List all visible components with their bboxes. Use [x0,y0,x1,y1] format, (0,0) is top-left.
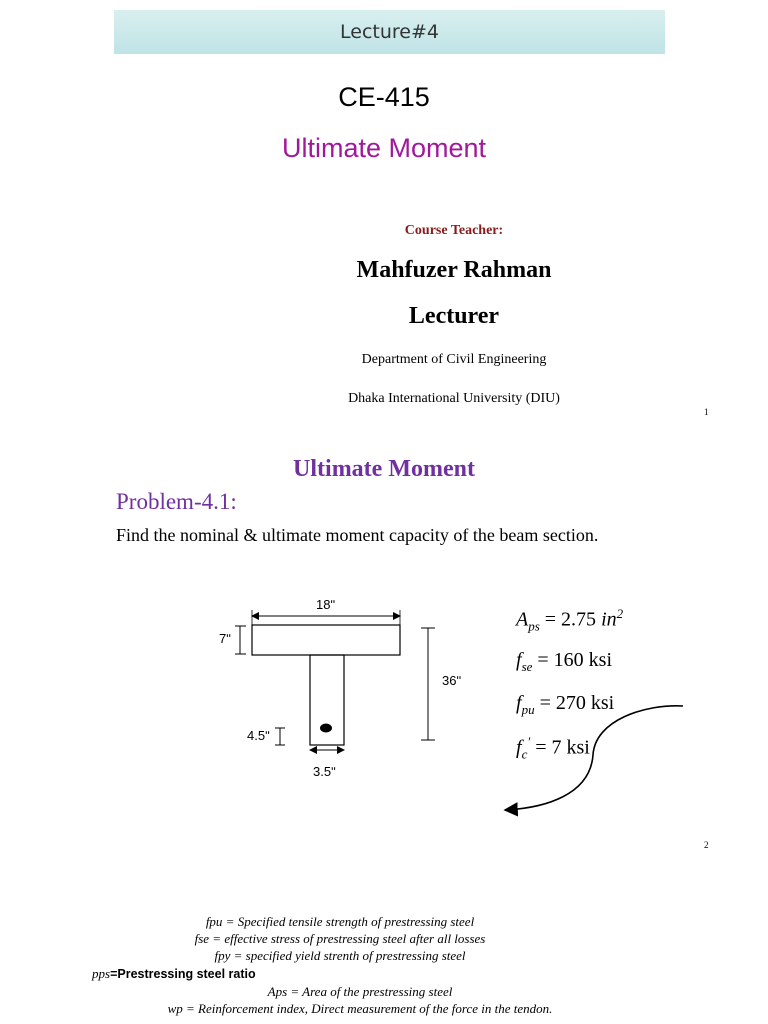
dim-tendon-offset: 4.5ʺ [247,728,270,743]
page-number-2: 2 [704,840,709,850]
teacher-role: Lecturer [408,303,500,329]
note-wp: wp = Reinforcement index, Direct measurement of the force in the tendon. [167,1001,553,1016]
note-pps [92,966,256,982]
given-fpu: $f_{pu} = 270$ ksi [516,692,615,717]
given-fse: $f_{se} = 160$ ksi [516,649,613,674]
note-fse: fse = effective stress of prestressing steel after all losses [194,931,486,946]
banner-title: Lecture#4 [340,21,439,43]
prestressing-tendon [320,724,332,733]
dim-total-depth: 36ʺ [442,673,462,688]
slide-title: Ultimate Moment [281,133,487,163]
dim-flange-width: 18ʺ [316,597,336,612]
problem-instruction: Find the nominal & ultimate moment capacity of the beam section. [116,525,599,545]
given-fc: $f_c' = 7$ ksi [516,734,590,762]
lecture-banner [114,10,665,54]
curved-arrow [495,700,695,820]
given-aps: $A_{ps} = 2.75$ $in^2$ [516,606,624,634]
t-beam-diagram [200,590,480,790]
problem-heading: Problem-4.1: [116,489,237,514]
slide2-title: Ultimate Moment [293,456,475,482]
beam-flange [252,625,400,655]
department: Department of Civil Engineering [361,352,547,367]
teacher-name: Mahfuzer Rahman [356,257,552,283]
note-fpu: fpu = Specified tensile strength of prestressing steel [205,914,475,929]
dim-flange-depth: 7ʺ [219,631,231,646]
note-pps-symbol: pps [92,966,111,981]
course-teacher-label: Course Teacher: [404,223,504,238]
note-pps-text: =Prestressing steel ratio [110,967,256,981]
page-number-1: 1 [704,407,709,417]
university: Dhaka International University (DIU) [348,391,560,406]
note-fpy: fpy = specified yield strenth of prestressing steel [214,948,466,963]
course-code: CE-415 [338,82,430,112]
dim-web-width: 3.5ʺ [313,764,336,779]
note-aps: Aps = Area of the prestressing steel [267,984,453,999]
